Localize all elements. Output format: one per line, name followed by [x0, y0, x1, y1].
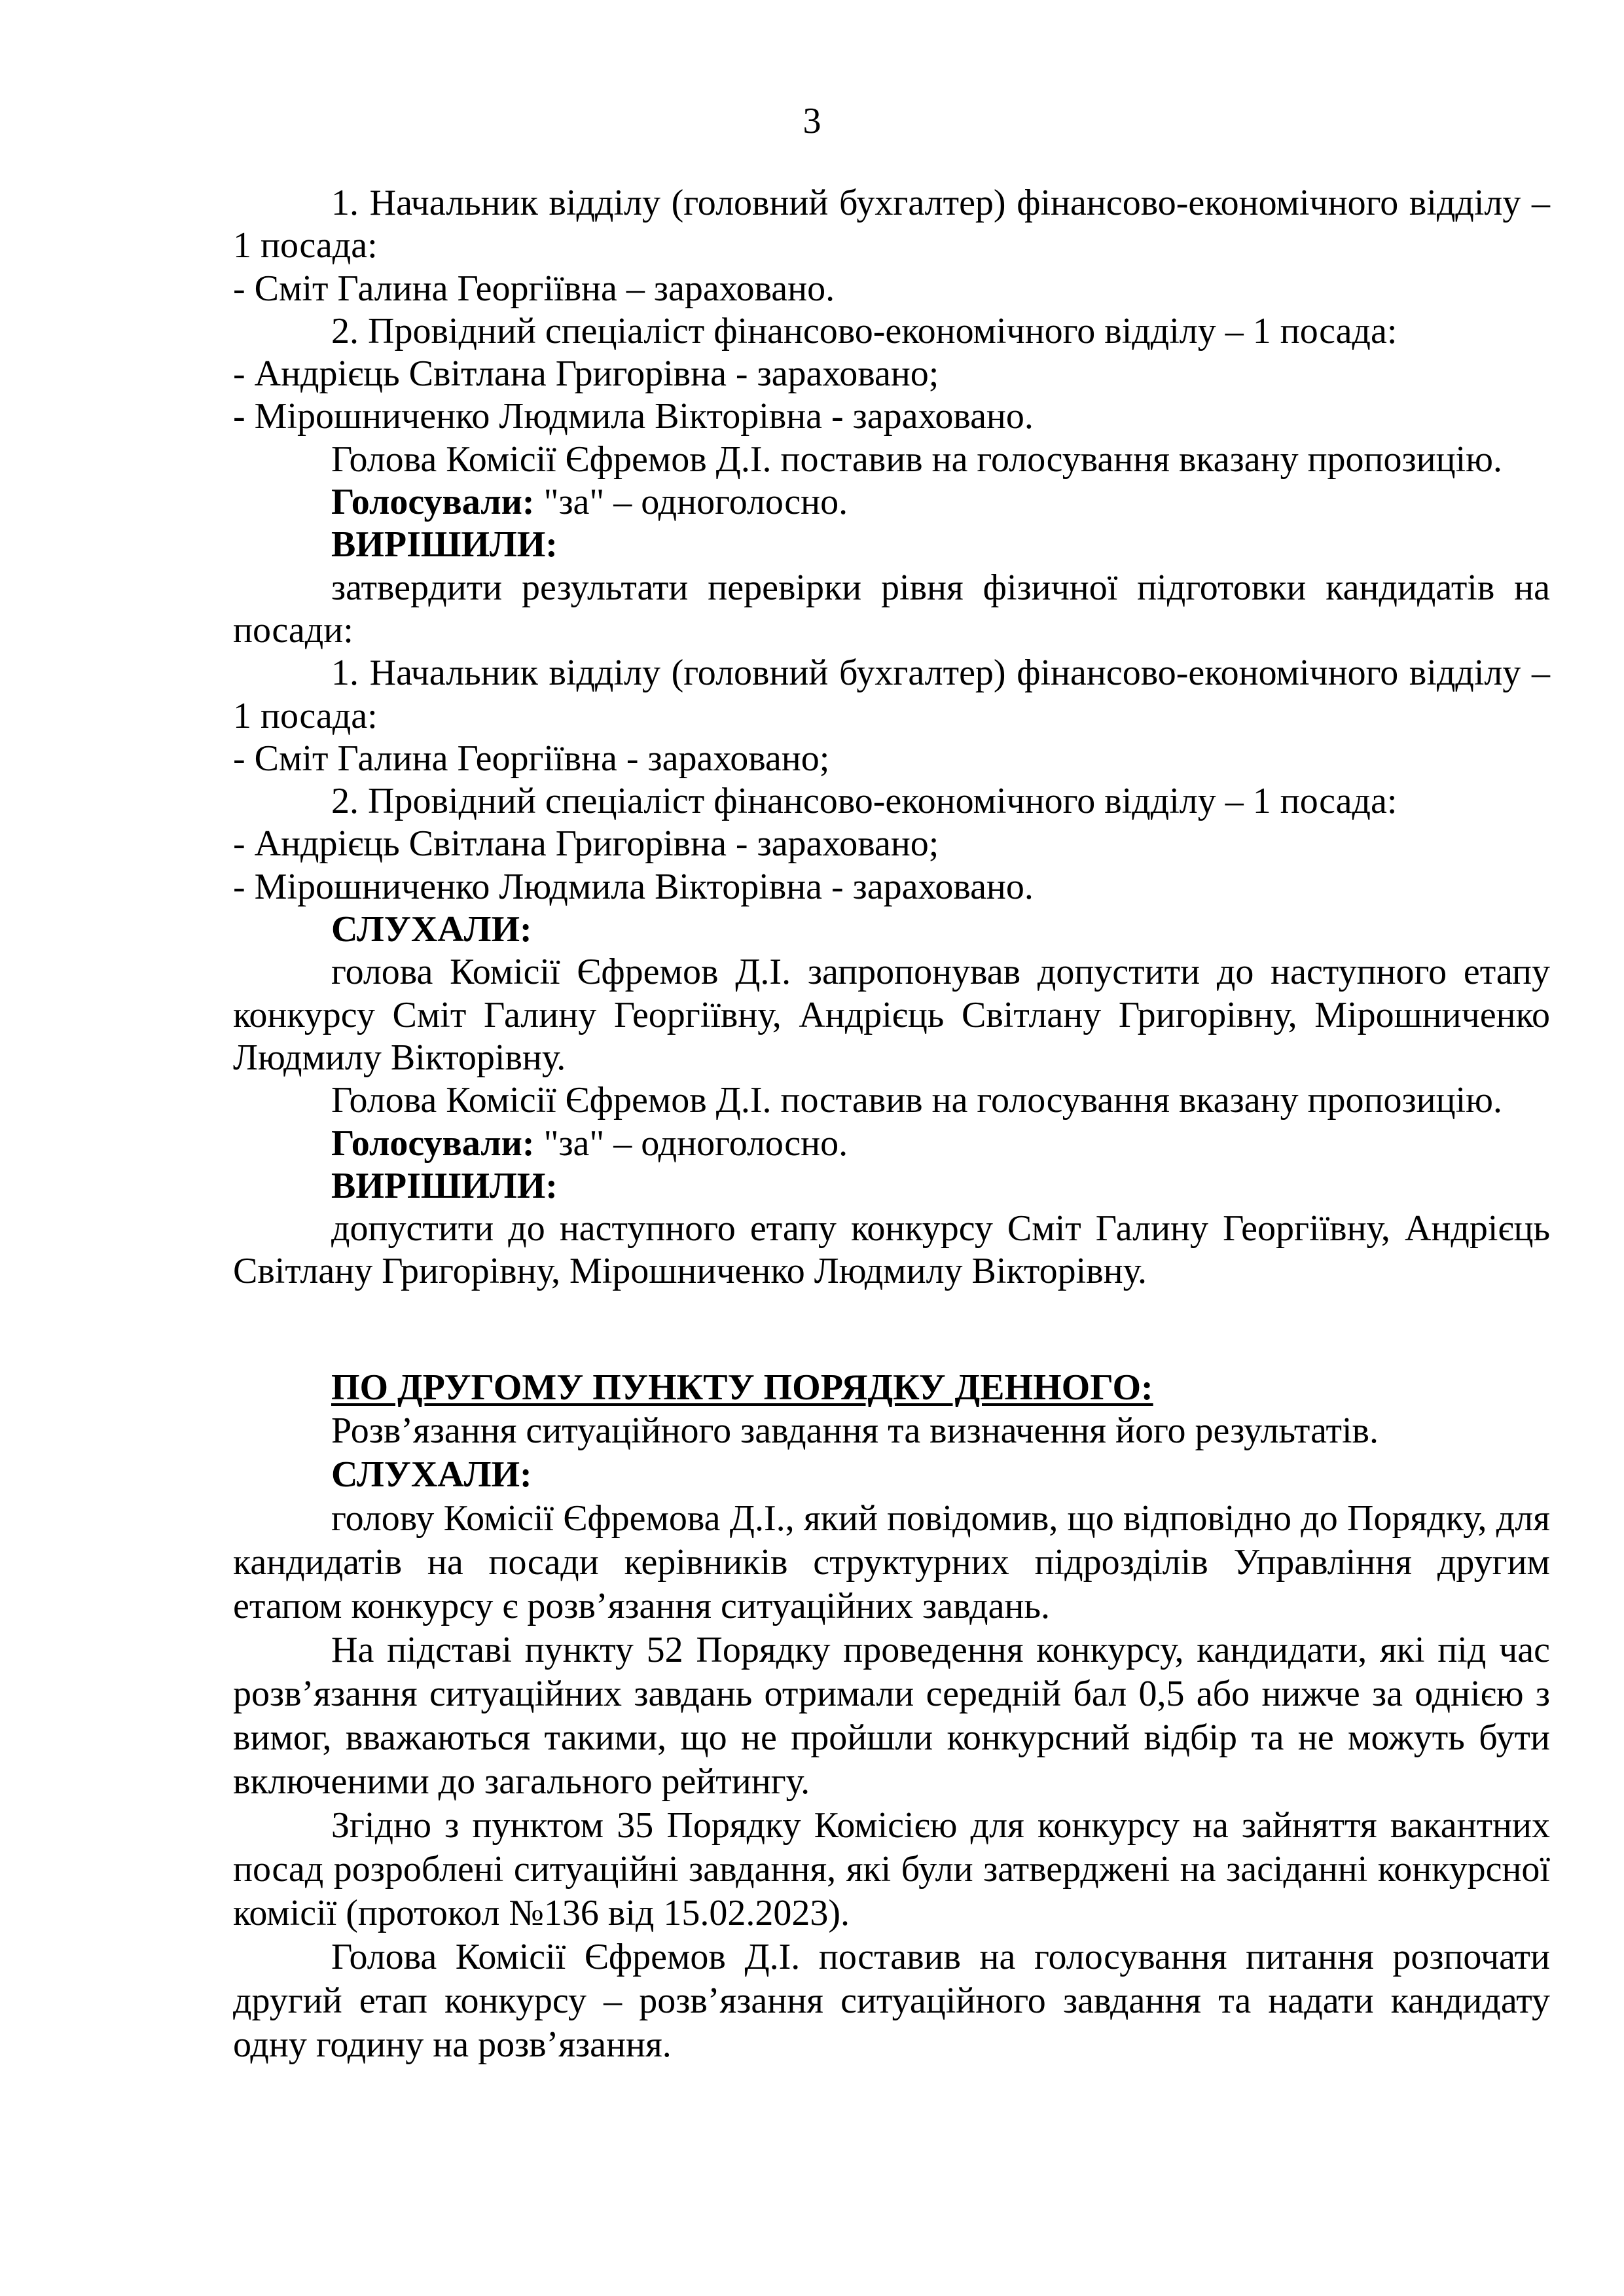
page-number: 3 — [803, 101, 821, 141]
decision-text: затвердити результати перевірки рівня фізичної підготовки кандидатів на посади: — [233, 567, 1550, 651]
heard-text: голова Комісії Єфремов Д.І. запропонував допустити до наступного етапу конкурсу Сміт Галину Георгіївну, Андрієць Світлану Григорівну, Мірошниченко Людмилу Вікторівну. — [233, 952, 1550, 1078]
decision-position-2-candidate-2: - Мірошниченко Людмила Вікторівна - зараховано. — [233, 866, 1034, 907]
paragraph-35: Згідно з пунктом 35 Порядку Комісією для конкурсу на зайняття вакантних посад розроблені ситуаційні завдання, які були затверджені на засіданні конкурсної комісії (протокол №136 від 15.02.2023). — [233, 1805, 1550, 1934]
voted-text-2: "за" – одноголосно. — [534, 1122, 848, 1164]
vote-result — [233, 481, 1550, 524]
decided-label: ВИРІШИЛИ: — [331, 524, 558, 565]
decision-position-1-candidate: - Сміт Галина Георгіївна - зараховано; — [233, 738, 830, 779]
position-1-candidate: - Сміт Галина Георгіївна – зараховано. — [233, 268, 835, 309]
paragraph-vote: Голова Комісії Єфремов Д.І. поставив на голосування питання розпочати другий етап конкурсу – розв’язання ситуаційного завдання та надати кандидату одну годину на розв’язання. — [233, 1937, 1550, 2066]
voted-text: "за" – одноголосно. — [534, 482, 848, 523]
vote-result-2 — [233, 1122, 1550, 1165]
heard-text-3: голову Комісії Єфремова Д.І., який повідомив, що відповідно до Порядку, для кандидатів на посади керівників структурних підрозділів Управління другим етапом конкурсу є розв’язання ситуаційних завдань. — [233, 1498, 1550, 1627]
vote-proposal: Голова Комісії Єфремов Д.І. поставив на голосування вказану пропозицію. — [331, 439, 1502, 480]
decision-position-2-candidate-1: - Андрієць Світлана Григорівна - зараховано; — [233, 823, 939, 865]
decision-text-2: допустити до наступного етапу конкурсу Сміт Галину Георгіївну, Андрієць Світлану Григорівну, Мірошниченко Людмилу Вікторівну. — [233, 1208, 1550, 1292]
section-gap — [233, 1293, 1550, 1367]
heard-label: СЛУХАЛИ: — [331, 909, 532, 950]
position-2-candidate-1: - Андрієць Світлана Григорівна - зараховано; — [233, 353, 939, 395]
position-1-title: 1. Начальник відділу (головний бухгалтер) фінансово-економічного відділу – 1 посада: — [233, 183, 1550, 266]
voted-label: Голосували: — [331, 482, 535, 523]
document-body — [233, 182, 1550, 2067]
decision-position-2-title: 2. Провідний спеціаліст фінансово-економічного відділу – 1 посада: — [331, 781, 1398, 822]
vote-proposal-2: Голова Комісії Єфремов Д.І. поставив на голосування вказану пропозицію. — [331, 1080, 1502, 1121]
paragraph-52: На підставі пункту 52 Порядку проведення конкурсу, кандидати, які під час розв’язання ситуаційних завдань отримали середній бал 0,5 або нижче за однією з вимог, вважаються такими, що не пройшли конкурсний відбір та не можуть бути включеними до загального рейтингу. — [233, 1630, 1550, 1803]
position-2-title: 2. Провідний спеціаліст фінансово-економічного відділу – 1 посада: — [331, 310, 1398, 351]
heard-label-3: СЛУХАЛИ: — [331, 1454, 532, 1496]
voted-label-2: Голосували: — [331, 1122, 535, 1164]
decision-position-1-title: 1. Начальник відділу (головний бухгалтер) фінансово-економічного відділу – 1 посада: — [233, 653, 1550, 736]
decided-label-2: ВИРІШИЛИ: — [331, 1165, 558, 1206]
position-2-candidate-2: - Мірошниченко Людмила Вікторівна - зараховано. — [233, 396, 1034, 437]
agenda-item: Розв’язання ситуаційного завдання та визначення його результатів. — [331, 1410, 1379, 1452]
agenda-heading: ПО ДРУГОМУ ПУНКТУ ПОРЯДКУ ДЕННОГО: — [331, 1367, 1153, 1408]
